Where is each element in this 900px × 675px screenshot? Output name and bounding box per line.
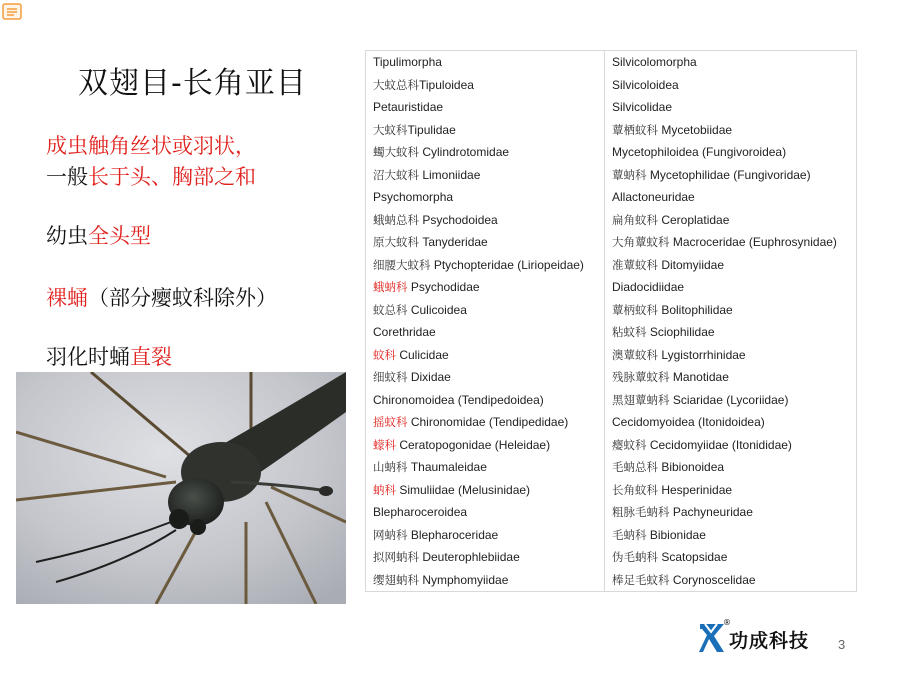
table-row [366,186,857,209]
table-cell [366,209,605,232]
chinese-name: 摇蚊科 [373,415,408,430]
slide-text-line [46,220,151,250]
table-cell [605,344,857,367]
latin-name: Psychomorpha [373,190,454,205]
slide-text-line [46,161,256,191]
latin-name: Cecidomyoidea (Itonidoidea) [612,415,765,430]
chinese-name: 蕈蚋科 [612,167,647,182]
latin-name: Sciophilidae [646,325,715,340]
table-cell [366,321,605,344]
latin-name: Sciaridae (Lycoriidae) [669,392,789,407]
table-row [366,524,857,547]
latin-name: Nymphomyiidae [419,572,509,587]
chinese-name: 蚊科 [373,347,396,362]
chinese-name: 细腰大蚊科 [373,257,431,272]
chinese-name: 粗脉毛蚋科 [612,505,670,520]
latin-name: Silvicolidae [612,100,673,115]
latin-name: Tanyderidae [419,235,488,250]
latin-name: Scatopsidae [658,550,728,565]
table-row [366,164,857,187]
table-row [366,456,857,479]
table-cell [366,51,605,74]
note-icon[interactable] [2,3,22,20]
table-row [366,321,857,344]
latin-name: Tipulidae [407,122,456,137]
slide-text-segment: 长于头、胸部之和 [88,165,256,189]
chinese-name: 网蚋科 [373,527,408,542]
chinese-name: 细蚊科 [373,370,408,385]
table-cell [605,501,857,524]
latin-name: Allactoneuridae [612,190,695,205]
chinese-name: 瘿蚊科 [612,437,647,452]
table-cell [366,164,605,187]
latin-name: Bolitophilidae [658,302,733,317]
chinese-name: 大角蕈蚊科 [612,235,670,250]
table-cell [605,299,857,322]
latin-name: Silvicoloidea [612,77,679,92]
table-cell [366,501,605,524]
table-cell [605,546,857,569]
chinese-name: 扁角蚊科 [612,212,658,227]
table-row [366,434,857,457]
chinese-name: 蠋大蚊科 [373,145,419,160]
chinese-name: 蕈栖蚊科 [612,122,658,137]
latin-name: Limoniidae [419,167,481,182]
chinese-name: 大蚊科 [373,122,408,137]
crane-fly-photo [16,372,346,604]
table-cell [605,321,857,344]
table-cell [605,411,857,434]
slide-text-segment: 直裂 [130,345,172,369]
table-row [366,209,857,232]
chinese-name: 拟网蚋科 [373,550,419,565]
table-cell [605,366,857,389]
table-cell [605,231,857,254]
latin-name: Blepharoceridae [407,527,499,542]
table-cell [366,299,605,322]
table-cell [605,96,857,119]
latin-name: Cecidomyiidae (Itonididae) [646,437,792,452]
latin-name: Ditomyiidae [658,257,725,272]
slide-text-segment: 幼虫 [46,224,88,248]
company-name: 功成科技 [729,630,810,652]
slide-text-segment: 一般 [46,165,88,189]
slide-text-segment: 成虫触角丝状或羽状， [46,134,256,158]
table-cell [605,434,857,457]
table-cell [366,546,605,569]
chinese-name: 长角蚊科 [612,482,658,497]
table-cell [366,119,605,142]
table-row [366,501,857,524]
table-cell [366,389,605,412]
taxonomy-table [365,50,857,592]
table-row [366,74,857,97]
page-number: 3 [838,637,846,652]
chinese-name: 黑翅蕈蚋科 [612,392,670,407]
chinese-name: 沼大蚊科 [373,167,419,182]
latin-name: Corynoscelidae [669,572,756,587]
latin-name: Psychodoidea [419,212,498,227]
slide-text-line [46,130,256,160]
latin-name: Deuterophlebiidae [419,550,520,565]
table-cell [605,479,857,502]
slide-text-segment: 裸蛹 [46,286,88,310]
table-cell [366,456,605,479]
latin-name: Chironomoidea (Tendipedoidea) [373,392,544,407]
latin-name: Manotidae [669,370,729,385]
table-cell [366,366,605,389]
chinese-name: 残脉蕈蚊科 [612,370,670,385]
table-row [366,366,857,389]
latin-name: Silvicolomorpha [612,55,697,70]
latin-name: Simuliidae (Melusinidae) [396,482,531,497]
latin-name: Cylindrotomidae [419,145,510,160]
chinese-name: 原大蚊科 [373,235,419,250]
table-cell [366,231,605,254]
slide-text-line [46,282,277,312]
chinese-name: 蛾蚋总科 [373,212,419,227]
latin-name: Ptychopteridae (Liriopeidae) [430,257,584,272]
table-cell [366,254,605,277]
table-row [366,299,857,322]
table-cell [605,74,857,97]
slide-text-segment: （部分瘿蚊科除外） [88,286,277,310]
table-row [366,479,857,502]
table-cell [366,276,605,299]
chinese-name: 毛蚋科 [612,527,647,542]
table-cell [366,524,605,547]
chinese-name: 大蚊总科 [373,77,419,92]
chinese-name: 棒足毛蚊科 [612,572,670,587]
table-row [366,546,857,569]
chinese-name: 准蕈蚊科 [612,257,658,272]
table-cell [366,186,605,209]
table-cell [605,141,857,164]
latin-name: Tipulimorpha [373,55,442,70]
table-cell [605,524,857,547]
slide-text-segment: 羽化时蛹 [46,345,130,369]
latin-name: Diadocidiidae [612,280,685,295]
table-cell [605,276,857,299]
latin-name: Mycetobiidae [658,122,733,137]
table-cell [366,411,605,434]
table-row [366,141,857,164]
table-cell [605,164,857,187]
table-row [366,569,857,592]
table-row [366,344,857,367]
latin-name: Chironomidae (Tendipedidae) [407,415,569,430]
latin-name: Corethridae [373,325,436,340]
table-cell [605,51,857,74]
chinese-name: 蚊总科 [373,302,408,317]
latin-name: Ceratopogonidae (Heleidae) [396,437,551,452]
chinese-name: 澳蕈蚊科 [612,347,658,362]
table-row [366,411,857,434]
table-cell [605,389,857,412]
latin-name: Bibionidae [646,527,706,542]
table-cell [605,209,857,232]
latin-name: Mycetophilidae (Fungivoridae) [646,167,811,182]
latin-name: Petauristidae [373,100,444,115]
table-cell [366,96,605,119]
table-row [366,119,857,142]
table-cell [366,434,605,457]
latin-name: Psychodidae [407,280,480,295]
chinese-name: 伪毛蚋科 [612,550,658,565]
latin-name: Hesperinidae [658,482,733,497]
table-row [366,254,857,277]
chinese-name: 蠓科 [373,437,396,452]
chinese-name: 缨翅蚋科 [373,572,419,587]
table-row [366,389,857,412]
table-row [366,51,857,74]
table-cell [605,569,857,592]
latin-name: Pachyneuridae [669,505,753,520]
chinese-name: 毛蚋总科 [612,460,658,475]
slide-text-line [46,341,172,371]
table-row [366,231,857,254]
table-cell [605,186,857,209]
latin-name: Lygistorrhinidae [658,347,746,362]
latin-name: Dixidae [407,370,451,385]
latin-name: Thaumaleidae [407,460,487,475]
chinese-name: 蚋科 [373,482,396,497]
latin-name: Ceroplatidae [658,212,730,227]
table-cell [605,119,857,142]
latin-name: Tipuloidea [419,77,474,92]
table-cell [605,456,857,479]
latin-name: Culicidae [396,347,449,362]
table-cell [366,141,605,164]
latin-name: Mycetophiloidea (Fungivoroidea) [612,145,787,160]
table-cell [366,344,605,367]
table-row [366,96,857,119]
latin-name: Blepharoceroidea [373,505,468,520]
chinese-name: 蕈柄蚊科 [612,302,658,317]
table-cell [366,479,605,502]
latin-name: Culicoidea [407,302,467,317]
slide-text-segment: 全头型 [88,224,151,248]
chinese-name: 山蚋科 [373,460,408,475]
table-cell [366,569,605,592]
latin-name: Bibionoidea [658,460,725,475]
latin-name: Macroceridae (Euphrosynidae) [669,235,837,250]
slide-title: 双翅目-长角亚目 [78,66,307,101]
table-cell [366,74,605,97]
chinese-name: 蛾蚋科 [373,280,408,295]
table-cell [605,254,857,277]
registered-mark: ® [723,618,731,627]
table-row [366,276,857,299]
chinese-name: 粘蚊科 [612,325,647,340]
